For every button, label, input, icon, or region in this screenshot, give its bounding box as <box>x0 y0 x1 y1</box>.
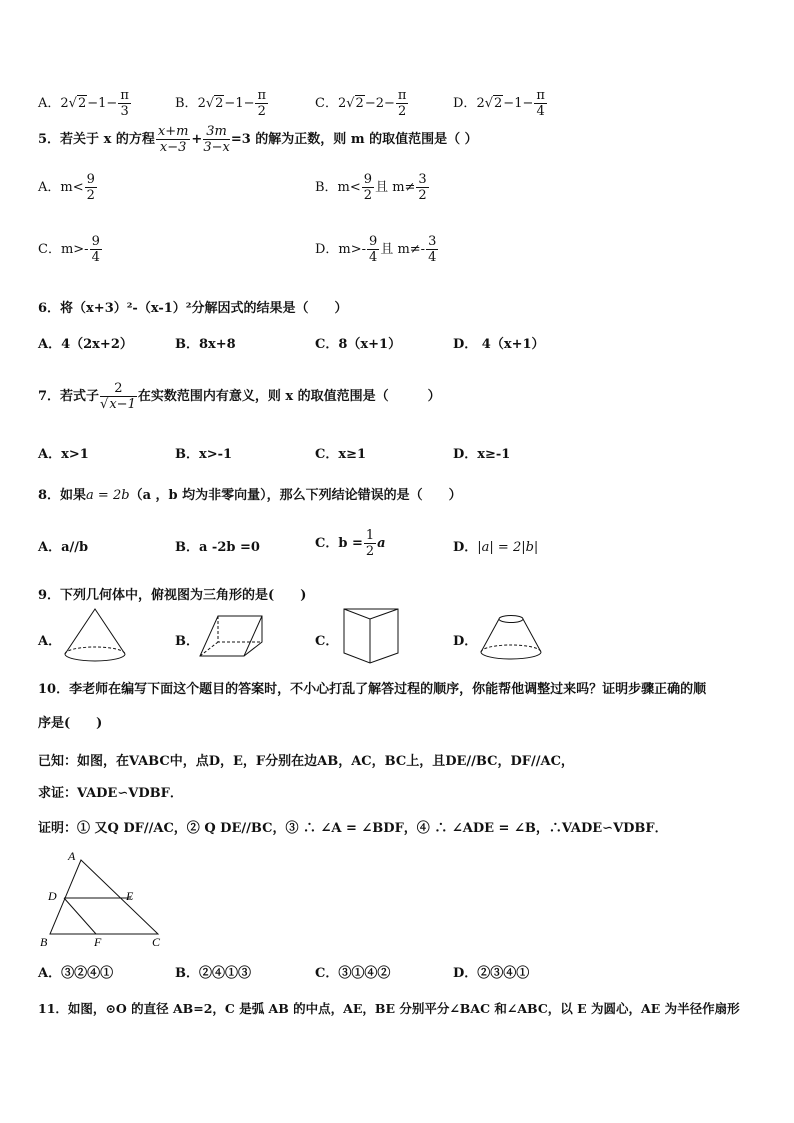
q10-option-b: B．②④①③ <box>175 966 251 981</box>
q4-option-c: C．2√2−2− $\frac{\pi}{2}$ <box>315 88 407 119</box>
q7-option-c: C．x≥1 <box>315 447 367 462</box>
q4-option-a: A．2√2−1− $\frac{\pi}{3}$ <box>38 88 129 119</box>
q9-label-b: B． <box>175 634 199 649</box>
q6-option-a: A．4（2x+2） <box>38 337 133 352</box>
q10-option-c: C．③①④② <box>315 966 391 981</box>
q5-stem: 5．若关于 x 的方程 $\frac{x+m}{x-3}$ + $\frac{3m}{3-x}$ =3 的解为正数，则 m 的取值范围是（ ） <box>38 124 478 155</box>
q10-option-d: D．②③④① <box>453 966 530 981</box>
q10-stem-line2: 序是( ) <box>38 716 103 731</box>
q8-option-d: D．|a| = 2|b| <box>453 540 539 555</box>
label-F: F <box>94 935 102 948</box>
label-E: E <box>126 889 134 903</box>
q4-option-b: B．2√2−1− $\frac{\pi}{2}$ <box>175 88 267 119</box>
upright-prism-figure <box>340 605 402 667</box>
q9-stem: 9．下列几何体中，俯视图为三角形的是( ) <box>38 588 307 603</box>
q6-stem: 6．将（x+3）²-（x-1）²分解因式的结果是（ ） <box>38 301 348 316</box>
q5-option-b: B．m< $\frac{9}{2}$ 且 m≠ $\frac{3}{2}$ <box>315 172 427 203</box>
q7-stem: 7．若式子 $\frac{2}{√x-1}$ 在实数范围内有意义，则 x 的取值范围是（ ） <box>38 381 441 412</box>
q6-option-d: D． 4（x+1） <box>453 337 545 352</box>
q10-prove: 求证：VADE∽VDBF． <box>38 786 183 801</box>
q8-stem: 8．如果a = 2b（a ，b 均为非零向量），那么下列结论错误的是（ ） <box>38 488 462 503</box>
q8-option-c: C．b = $\frac{1}{2}$ a <box>315 528 386 559</box>
q6-option-c: C．8（x+1） <box>315 337 402 352</box>
label-C: C <box>152 935 161 948</box>
q4-option-d: D．2√2−1− $\frac{\pi}{4}$ <box>453 88 545 119</box>
q8-option-a: A．a//b <box>38 540 89 555</box>
q9-label-d: D． <box>453 634 478 649</box>
q5-option-d: D．m>- $\frac{9}{4}$ 且 m≠- $\frac{3}{4}$ <box>315 234 437 265</box>
lying-prism-figure <box>196 612 268 662</box>
q8-option-b: B．a -2b =0 <box>175 540 260 555</box>
label-D: D <box>48 889 57 903</box>
q5-option-a: A．m< $\frac{9}{2}$ <box>38 172 95 203</box>
q6-option-b: B．8x+8 <box>175 337 236 352</box>
frustum-figure <box>478 612 544 662</box>
q10-option-a: A．③②④① <box>38 966 114 981</box>
triangle-figure <box>38 848 168 948</box>
q9-label-c: C． <box>315 634 339 649</box>
cone-figure <box>62 606 128 664</box>
q5-option-c: C．m>- $\frac{9}{4}$ <box>38 234 100 265</box>
q10-proof: 证明：① 又Q DF//AC，② Q DE//BC，③ ∴ ∠A = ∠BDF，④ ∴ ∠ADE = ∠B，∴VADE∽VDBF． <box>38 821 668 836</box>
q10-known: 已知：如图，在VABC中，点D，E，F分别在边AB，AC，BC上，且DE//BC，DF//AC， <box>38 754 574 769</box>
q9-label-a: A． <box>38 634 62 649</box>
label-A: A <box>68 849 76 863</box>
q10-stem-line1: 10．李老师在编写下面这个题目的答案时，不小心打乱了解答过程的顺序，你能帮他调整过来吗？证明步骤正确的顺 <box>38 682 707 697</box>
q11-stem: 11．如图，⊙O 的直径 AB=2，C 是弧 AB 的中点，AE，BE 分别平分∠BAC 和∠ABC，以 E 为圆心，AE 为半径作扇形 <box>38 1001 740 1016</box>
q7-option-a: A．x>1 <box>38 447 89 462</box>
label-B: B <box>40 935 48 948</box>
q7-option-b: B．x>-1 <box>175 447 233 462</box>
q7-option-d: D．x≥-1 <box>453 447 511 462</box>
